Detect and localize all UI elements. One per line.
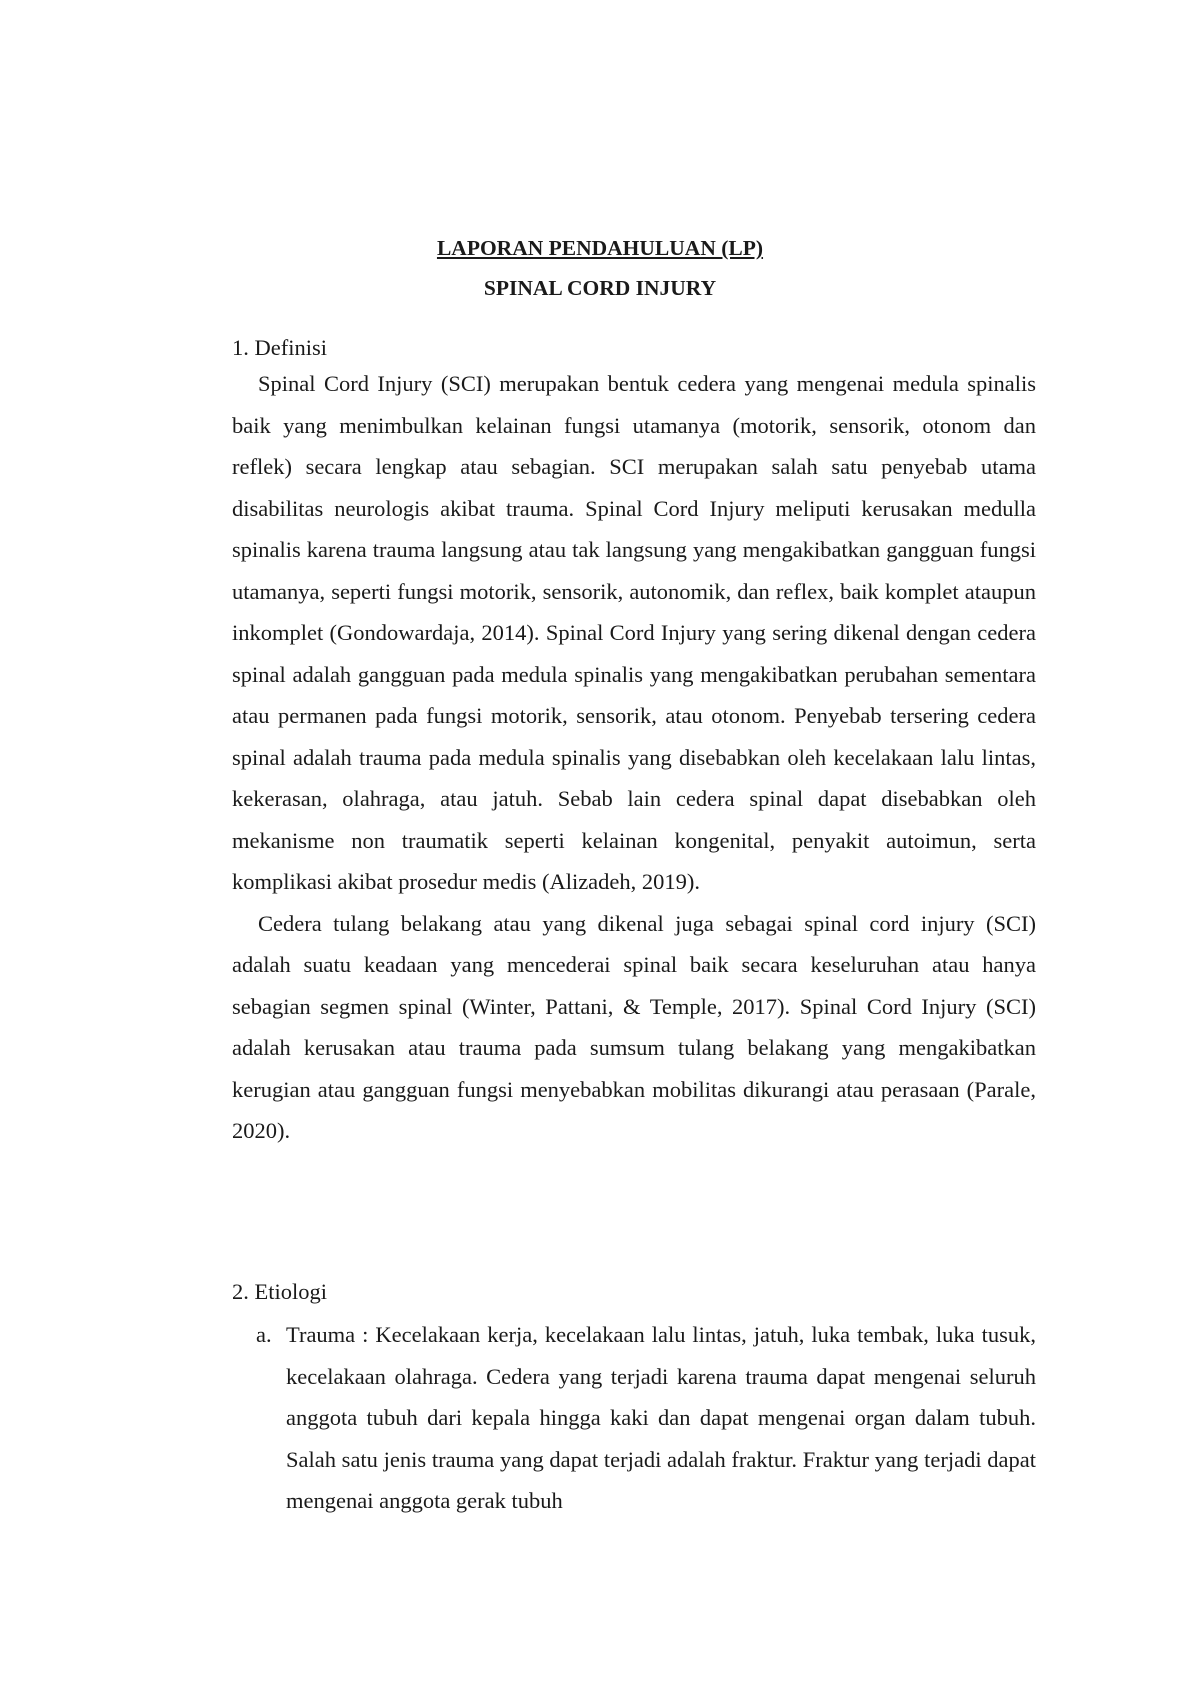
list-item-text: Trauma : Kecelakaan kerja, kecelakaan lalu lintas, jatuh, luka tembak, luka tusuk, kecelakaan olahraga. Cedera yang terjadi karena trauma dapat mengenai seluruh anggota tubuh dari kepala hingga kaki dan dapat mengenai organ dalam tubuh. Salah satu jenis trauma yang dapat terjadi adalah fraktur. Fraktur yang terjadi dapat mengenai anggota gerak tubuh — [286, 1322, 1036, 1513]
section-heading-definisi: 1. Definisi — [232, 335, 327, 360]
section-heading-etiologi: 2. Etiologi — [232, 1279, 327, 1304]
paragraph: Spinal Cord Injury (SCI) merupakan bentuk cedera yang mengenai medula spinalis baik yang menimbulkan kelainan fungsi utamanya (motorik, sensorik, otonom dan reflek) secara lengkap atau sebagian. SCI merupakan salah satu penyebab utama disabilitas neurologis akibat trauma. Spinal Cord Injury meliputi kerusakan medulla spinalis karena trauma langsung atau tak langsung yang mengakibatkan gangguan fungsi utamanya, seperti fungsi motorik, sensorik, autonomik, dan reflex, baik komplet ataupun inkomplet (Gondowardaja, 2014). Spinal Cord Injury yang sering dikenal dengan cedera spinal adalah gangguan pada medula spinalis yang mengakibatkan perubahan sementara atau permanen pada fungsi motorik, sensorik, atau otonom. Penyebab tersering cedera spinal adalah trauma pada medula spinalis yang disebabkan oleh kecelakaan lalu lintas, kekerasan, olahraga, atau jatuh. Sebab lain cedera spinal dapat disebabkan oleh mekanisme non traumatik seperti kelainan kongenital, penyakit autoimun, serta komplikasi akibat prosedur medis (Alizadeh, 2019). — [232, 371, 1036, 894]
paragraph: Cedera tulang belakang atau yang dikenal juga sebagai spinal cord injury (SCI) adalah suatu keadaan yang mencederai spinal baik secara keseluruhan atau hanya sebagian segmen spinal (Winter, Pattani, & Temple, 2017). Spinal Cord Injury (SCI) adalah kerusakan atau trauma pada sumsum tulang belakang yang mengakibatkan kerugian atau gangguan fungsi menyebabkan mobilitas dikurangi atau perasaan (Parale, 2020). — [232, 910, 1036, 1143]
document-subtitle: SPINAL CORD INJURY — [483, 276, 717, 300]
section-body-definisi — [232, 363, 1036, 1152]
list-item — [256, 1314, 1036, 1522]
etiologi-list — [256, 1314, 1036, 1522]
list-marker: a. — [256, 1322, 272, 1347]
document-title: LAPORAN PENDAHULUAN (LP) — [436, 236, 764, 260]
